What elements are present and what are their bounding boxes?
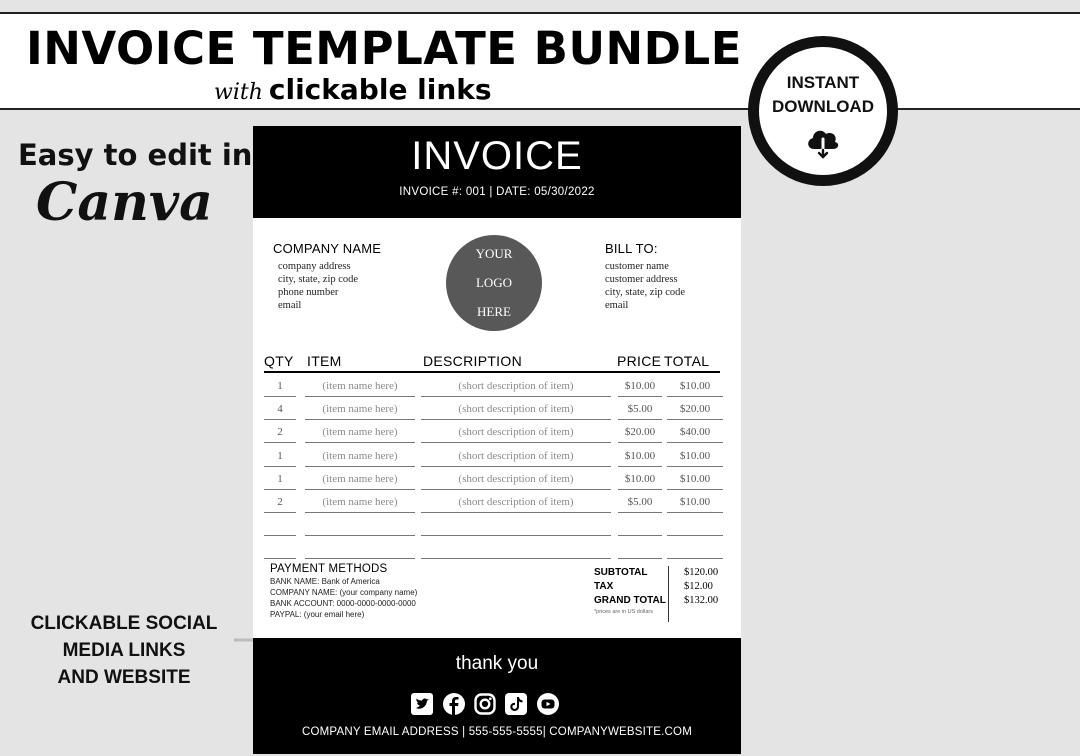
line-item-qty-cell: 1 [264, 469, 296, 490]
facebook-icon[interactable] [443, 693, 465, 715]
invoice-sheet [253, 126, 741, 754]
company-line: city, state, zip code [278, 274, 359, 285]
currency-note: *prices are in US dollars [594, 609, 653, 615]
line-item-total-cell: $10.00 [667, 446, 723, 467]
youtube-icon[interactable] [537, 693, 559, 715]
grand-total-value: $132.00 [684, 595, 719, 606]
banner-subtitle [214, 73, 492, 106]
footer-contact-info[interactable]: COMPANY EMAIL ADDRESS | 555-555-5555| COMPANYWEBSITE.COM [302, 726, 692, 738]
subtotal-label: SUBTOTAL [594, 567, 648, 578]
line-item-description-cell: (short description of item) [421, 422, 611, 443]
line-item-qty-cell [264, 538, 296, 559]
line-item-item-cell: (item name here) [305, 469, 415, 490]
line-item-price-cell: $10.00 [618, 446, 662, 467]
payment-line: PAYPAL: (your email here) [270, 610, 365, 619]
line-item-qty-cell: 2 [264, 422, 296, 443]
thank-you-text: thank you [455, 653, 539, 674]
line-item-qty-cell [264, 515, 296, 536]
line-item-qty-cell: 4 [264, 399, 296, 420]
bill-to-heading: BILL TO: [605, 241, 658, 256]
easy-to-edit-text: Easy to edit in [18, 138, 253, 172]
banner-with: with [214, 80, 263, 105]
badge-line-1: INSTANT [786, 73, 860, 92]
line-item-item-cell: (item name here) [305, 376, 415, 397]
column-item: ITEM [307, 353, 342, 369]
line-item-description-cell: (short description of item) [421, 446, 611, 467]
line-item-description-cell: (short description of item) [421, 492, 611, 513]
payment-methods [270, 563, 417, 620]
column-price: PRICE [617, 353, 662, 369]
line-item-price-cell: $5.00 [618, 492, 662, 513]
line-item-price-cell: $10.00 [618, 376, 662, 397]
instant-download-badge [748, 36, 898, 186]
line-item-item-cell [305, 538, 415, 559]
line-item-total-cell [667, 538, 723, 559]
invoice-meta: INVOICE #: 001 | DATE: 05/30/2022 [399, 186, 595, 198]
banner-subtitle-text: clickable links [268, 73, 492, 106]
logo-text: LOGO [475, 275, 513, 290]
twitter-icon[interactable] [411, 693, 433, 715]
payment-line: COMPANY NAME: (your company name) [270, 588, 418, 597]
badge-line-2: DOWNLOAD [772, 97, 874, 116]
company-block [273, 241, 381, 312]
line-item-total-cell: $40.00 [667, 422, 723, 443]
line-item-description-cell: (short description of item) [421, 469, 611, 490]
social-note-line-1: CLICKABLE SOCIAL [30, 613, 218, 634]
payment-line: BANK ACCOUNT: 0000-0000-0000-0000 [270, 599, 416, 608]
line-item-price-cell: $5.00 [618, 399, 662, 420]
line-item-item-cell: (item name here) [305, 446, 415, 467]
bill-to-line: customer address [605, 274, 678, 285]
line-item-price-cell [618, 515, 662, 536]
invoice-footer [253, 638, 741, 754]
line-item-price-cell [618, 538, 662, 559]
line-item-total-cell: $20.00 [667, 399, 723, 420]
line-item-description-cell: (short description of item) [421, 376, 611, 397]
totals-values [684, 566, 718, 608]
line-item-item-cell [305, 515, 415, 536]
canva-wordmark: Canva [36, 172, 213, 233]
logo-text: YOUR [475, 246, 513, 261]
logo-text: HERE [477, 304, 511, 319]
tax-label: TAX [594, 581, 614, 592]
social-links-note [24, 610, 224, 691]
line-item-description-cell: (short description of item) [421, 399, 611, 420]
bill-to-line: email [605, 300, 629, 311]
instagram-icon[interactable] [474, 693, 496, 715]
line-item-item-cell: (item name here) [305, 422, 415, 443]
banner-title: INVOICE TEMPLATE BUNDLE [26, 22, 742, 75]
invoice-header [253, 126, 741, 218]
column-description: DESCRIPTION [423, 353, 522, 369]
line-item-total-cell: $10.00 [667, 469, 723, 490]
line-item-item-cell: (item name here) [305, 492, 415, 513]
line-item-total-cell: $10.00 [667, 376, 723, 397]
company-heading: COMPANY NAME [273, 241, 382, 256]
line-item-qty-cell: 2 [264, 492, 296, 513]
line-item-total-cell: $10.00 [667, 492, 723, 513]
column-total: TOTAL [664, 353, 710, 369]
line-item-total-cell [667, 515, 723, 536]
logo-placeholder [446, 235, 542, 331]
line-item-description-cell [421, 515, 611, 536]
invoice-title: INVOICE [411, 134, 583, 178]
cloud-download-icon [804, 125, 842, 159]
line-item-price-cell: $10.00 [618, 469, 662, 490]
bill-to-line: customer name [605, 261, 669, 272]
subtotal-value: $120.00 [684, 567, 719, 578]
line-item-description-cell [421, 538, 611, 559]
tiktok-icon[interactable] [505, 693, 527, 715]
line-item-qty-cell: 1 [264, 446, 296, 467]
line-item-qty-cell: 1 [264, 376, 296, 397]
line-item-price-cell: $20.00 [618, 422, 662, 443]
bill-to-block [605, 241, 685, 312]
social-note-line-2: MEDIA LINKS [62, 640, 186, 661]
totals-labels [594, 566, 666, 615]
company-line: email [278, 300, 302, 311]
totals-divider [668, 566, 669, 622]
title-banner [0, 12, 1080, 110]
tax-value: $12.00 [684, 581, 713, 592]
column-qty: QTY [264, 353, 294, 369]
header-rule [264, 371, 720, 373]
payment-heading: PAYMENT METHODS [270, 563, 388, 575]
company-line: company address [278, 261, 351, 272]
company-line: phone number [278, 287, 339, 298]
social-note-line-3: AND WEBSITE [57, 667, 191, 688]
line-item-item-cell: (item name here) [305, 399, 415, 420]
grand-total-label: GRAND TOTAL [594, 595, 666, 606]
payment-line: BANK NAME: Bank of America [270, 577, 380, 586]
bill-to-line: city, state, zip code [605, 287, 686, 298]
